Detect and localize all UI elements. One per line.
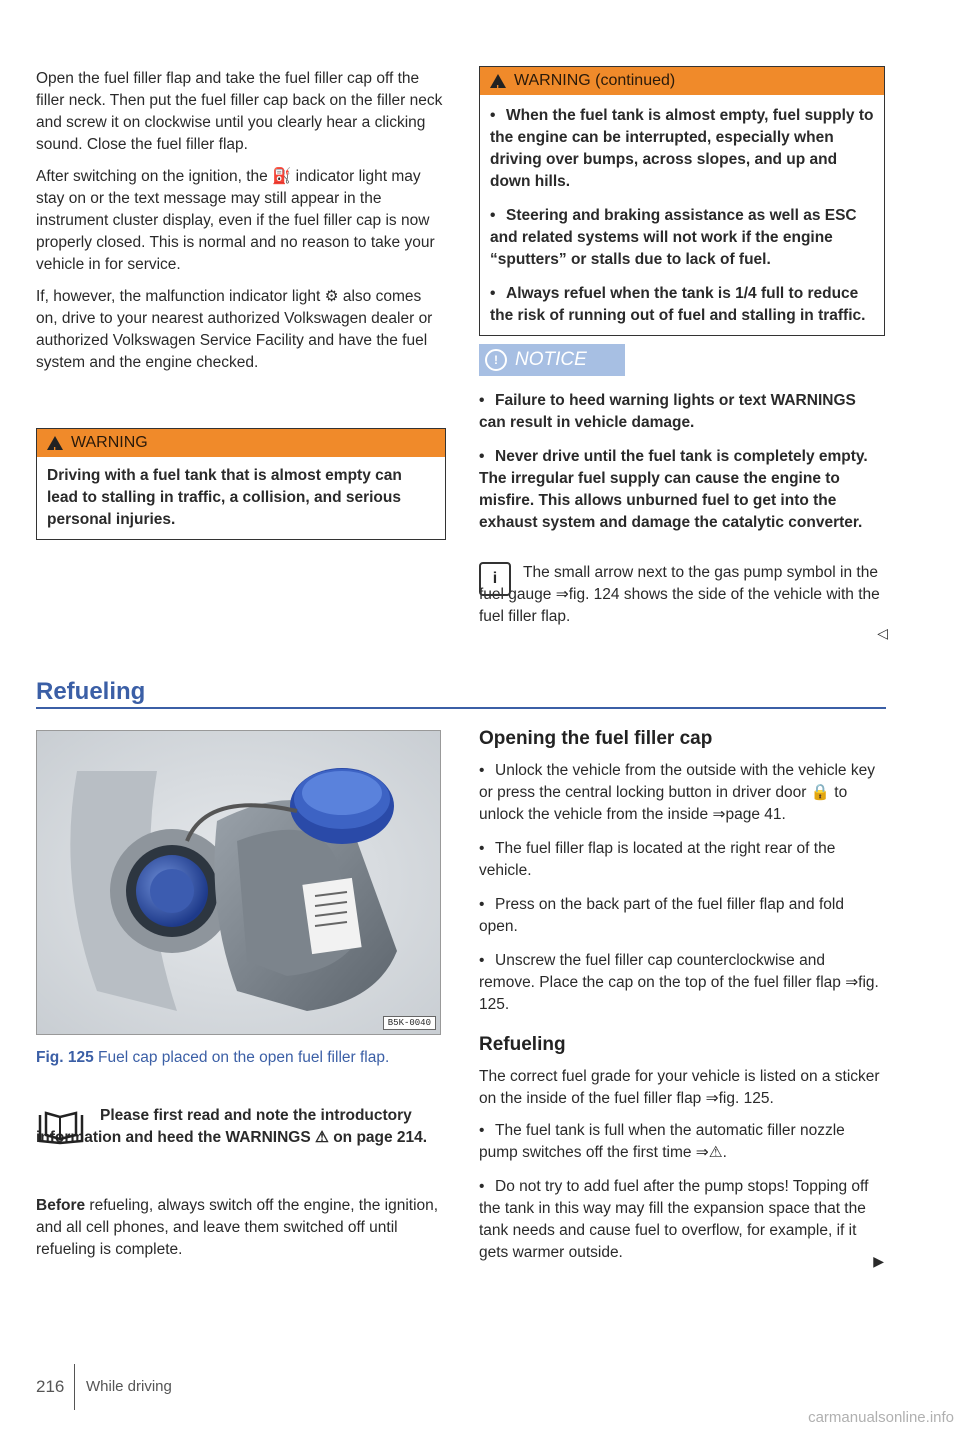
footer-section: While driving (86, 1378, 172, 1395)
warning-text: Driving with a fuel tank that is almost empty can lead to stalling in traffic, a collision, and serious personal injuries. (47, 467, 402, 528)
warning-triangle-icon (47, 436, 63, 450)
intro-note-text: Please first read and note the introductory information and heed the WARNINGS ⚠ on page 214. (36, 1107, 428, 1146)
opening-bullet: • Unscrew the fuel filler cap counterclockwise and remove. Place the cap on the top of the fuel filler flap ⇒fig. 125. (479, 950, 884, 1016)
fuel-cap-illustration (37, 731, 440, 1034)
notice-title: NOTICE (515, 349, 587, 370)
watermark: carmanualsonline.info (808, 1409, 954, 1426)
figure-code: B5K-0040 (383, 1016, 436, 1030)
figure-label: Fig. 125 (36, 1049, 94, 1066)
warning-box (36, 428, 446, 540)
notice-bullet-text: Failure to heed warning lights or text WARNINGS can result in vehicle damage. (479, 392, 856, 431)
before-bold: Before (36, 1197, 86, 1214)
opening-section (479, 728, 884, 1276)
warning-bullet-text: Always refuel when the tank is 1/4 full to reduce the risk of running out of fuel and stalling in traffic. (490, 285, 866, 324)
notice-bullet: • Failure to heed warning lights or text WARNINGS can result in vehicle damage. (479, 390, 884, 434)
warning-bullet: • When the fuel tank is almost empty, fuel supply to the engine can be interrupted, especially when driving over bumps, across slopes, and up and down hills. (490, 105, 874, 193)
warning-header (37, 429, 445, 457)
end-of-section-icon: ◁ (877, 625, 888, 641)
notice-section (479, 344, 884, 546)
opening-bullet: • The fuel filler flap is located at the right rear of the vehicle. (479, 838, 884, 882)
warning-continued-box (479, 66, 885, 336)
left-column-top (36, 68, 446, 384)
opening-bullet-text: Unscrew the fuel filler cap counterclockwise and remove. Place the cap on the top of the fuel filler flap ⇒fig. 125. (479, 952, 879, 1013)
warning-bullet: • Steering and braking assistance as well as ESC and related systems will not work if the engine “sputters” or stalls due to lack of fuel. (490, 205, 874, 271)
figure-caption-text: Fuel cap placed on the open fuel filler flap. (98, 1049, 390, 1066)
warning-title: WARNING (71, 434, 148, 451)
opening-title: Opening the fuel filler cap (479, 728, 713, 749)
warning-bullet: • Always refuel when the tank is 1/4 full to reduce the risk of running out of fuel and stalling in traffic. (490, 283, 874, 327)
warning-bullet-text: Steering and braking assistance as well as ESC and related systems will not work if the engine “sputters” or stalls due to lack of fuel. (490, 207, 857, 268)
warning-continued-body (480, 95, 884, 335)
warning-continued-title: WARNING (continued) (514, 72, 676, 89)
opening-bullet-text: The fuel filler flap is located at the right rear of the vehicle. (479, 840, 836, 879)
info-note-text: The small arrow next to the gas pump symbol in the fuel gauge ⇒fig. 124 shows the side of the vehicle with the fuel filler flap. (479, 564, 880, 625)
footer-divider (74, 1364, 75, 1410)
refueling-bullet-text: The fuel tank is full when the automatic filler nozzle pump switches off the first time ⇒⚠. (479, 1122, 845, 1161)
continued-arrow-icon: ▶ (873, 1253, 884, 1269)
refueling-bullet: • The fuel tank is full when the automatic filler nozzle pump switches off the first time ⇒⚠. (479, 1120, 884, 1164)
opening-bullet: • Press on the back part of the fuel filler flap and fold open. (479, 894, 884, 938)
para-indicator-light: After switching on the ignition, the ⛽ indicator light may stay on or the text message may still appear in the instrument cluster display, even if the fuel filler cap is now properly closed. This is normal and no reason to take your vehicle in for service. (36, 168, 435, 273)
notice-bullet-text: Never drive until the fuel tank is completely empty. The irregular fuel supply can cause the engine to misfire. This allows unburned fuel to get into the exhaust system and damage the catalytic converter. (479, 448, 868, 531)
opening-bullet-text: Press on the back part of the fuel filler flap and fold open. (479, 896, 844, 935)
figure-caption (36, 1047, 436, 1069)
notice-header (479, 344, 625, 376)
section-title: Refueling (36, 678, 146, 705)
refueling-subtitle: Refueling (479, 1034, 566, 1055)
info-icon: i (479, 562, 511, 596)
intro-note (36, 1105, 446, 1149)
notice-icon: ! (485, 349, 507, 371)
before-refueling-para (36, 1195, 446, 1271)
para-fuel-cap: Open the fuel filler flap and take the fuel filler cap off the filler neck. Then put the fuel filler cap back on the filler neck and screw it on clockwise until you clearly hear a clicking sound. Close the fuel filler flap. (36, 70, 443, 153)
section-rule (36, 707, 886, 709)
refueling-bullet-text: Do not try to add fuel after the pump stops! Topping off the tank in this way may fill the expansion space that the tank needs and cause fuel to overflow, for example, if it gets warmer outside. (479, 1178, 869, 1261)
warning-bullet-text: When the fuel tank is almost empty, fuel supply to the engine can be interrupted, especially when driving over bumps, across slopes, and up and down hills. (490, 107, 874, 190)
figure-fuel-cap (36, 730, 441, 1035)
warning-continued-header (480, 67, 884, 95)
warning-triangle-icon (490, 74, 506, 88)
para-malfunction: If, however, the malfunction indicator light ⚙ also comes on, drive to your nearest authorized Volkswagen dealer or authorized Volkswagen Service Facility and have the fuel system and the engine checked. (36, 288, 433, 371)
opening-bullet: • Unlock the vehicle from the outside with the vehicle key or press the central locking button in driver door 🔒 to unlock the vehicle from the inside ⇒page 41. (479, 760, 884, 826)
opening-bullet-text: Unlock the vehicle from the outside with the vehicle key or press the central locking button in driver door 🔒 to unlock the vehicle from the inside ⇒page 41. (479, 762, 875, 823)
refueling-bullet: • Do not try to add fuel after the pump stops! Topping off the tank in this way may fill the expansion space that the tank needs and cause fuel to overflow, for example, if it gets warmer outside. (479, 1176, 884, 1264)
notice-bullet: • Never drive until the fuel tank is completely empty. The irregular fuel supply can cause the engine to misfire. This allows unburned fuel to get into the exhaust system and damage the catalytic converter. (479, 446, 884, 534)
refueling-para: The correct fuel grade for your vehicle is listed on a sticker on the inside of the fuel filler flap ⇒fig. 125. (479, 1068, 880, 1107)
before-text: refueling, always switch off the engine, the ignition, and all cell phones, and leave them switched off until refueling is complete. (36, 1197, 439, 1258)
info-note (479, 562, 888, 641)
book-icon (36, 1109, 86, 1145)
page-number: 216 (36, 1377, 65, 1396)
